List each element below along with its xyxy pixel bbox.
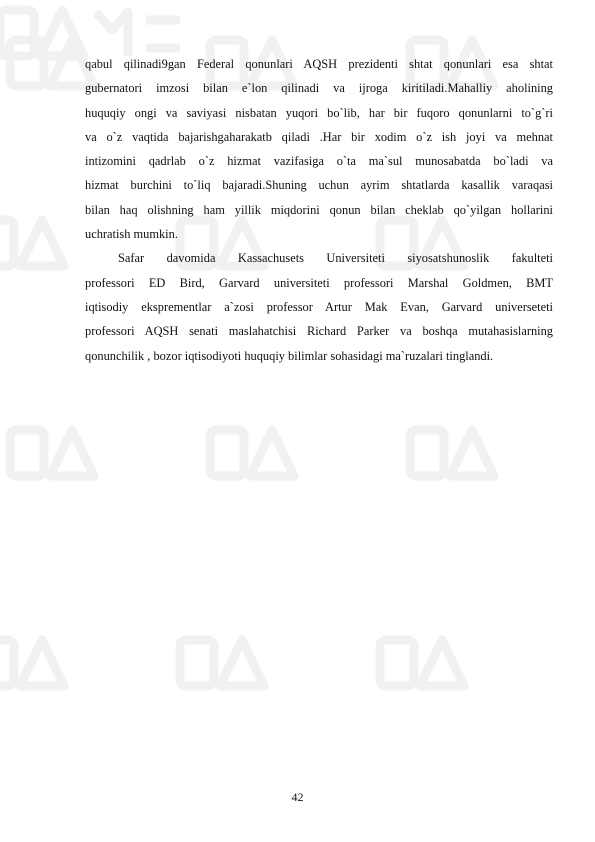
document-body	[85, 52, 553, 368]
text-line: uchratish mumkin.	[85, 227, 178, 242]
text-line: huquqiy ongi va saviyasi nisbatan yuqori bo`lib, har bir fuqoro qonunlarni to`g`ri	[85, 105, 553, 120]
text-line: bilan haq olishning ham yillik miqdorini qonun bilan cheklab qo`yilgan hollarini	[85, 202, 553, 217]
text-line: intizomini qadrlab o`z hizmat vazifasiga o`ta ma`sul munosabatda bo`ladi va	[85, 154, 553, 169]
page-number: 42	[291, 790, 304, 804]
text-line: gubernatori imzosi bilan e`lon qilinadi va ijroga kiritiladi.Mahalliy aholining	[85, 81, 553, 96]
text-line: va o`z vaqtida bajarishgaharakatb qiladi .Har bir xodim o`z ish joyi va mehnat	[85, 129, 553, 144]
paragraph-2	[85, 246, 553, 367]
text-line: professori ED Bird, Garvard universiteti professori Marshal Goldmen, BMT	[85, 275, 553, 290]
text-line: iqtisodiy eksprementlar a`zosi professor Artur Mak Evan, Garvard universeteti	[85, 299, 553, 314]
text-line: professori AQSH senati maslahatchisi Richard Parker va boshqa mutahasislarning	[85, 324, 553, 339]
text-line: qabul qilinadi9gan Federal qonunlari AQSH prezidenti shtat qonunlari esa shtat	[85, 57, 553, 71]
text-line: Safar davomida Kassachusets Universiteti siyosatshunoslik fakulteti	[118, 251, 553, 266]
text-line: hizmat burchini to`liq bajaradi.Shuning uchun ayrim shtatlarda kasallik varaqasi	[85, 178, 553, 193]
paragraph-1	[85, 52, 553, 246]
text-line: qonunchilik , bozor iqtisodiyoti huquqiy bilimlar sohasidagi ma`ruzalari tinglandi.	[85, 348, 494, 363]
